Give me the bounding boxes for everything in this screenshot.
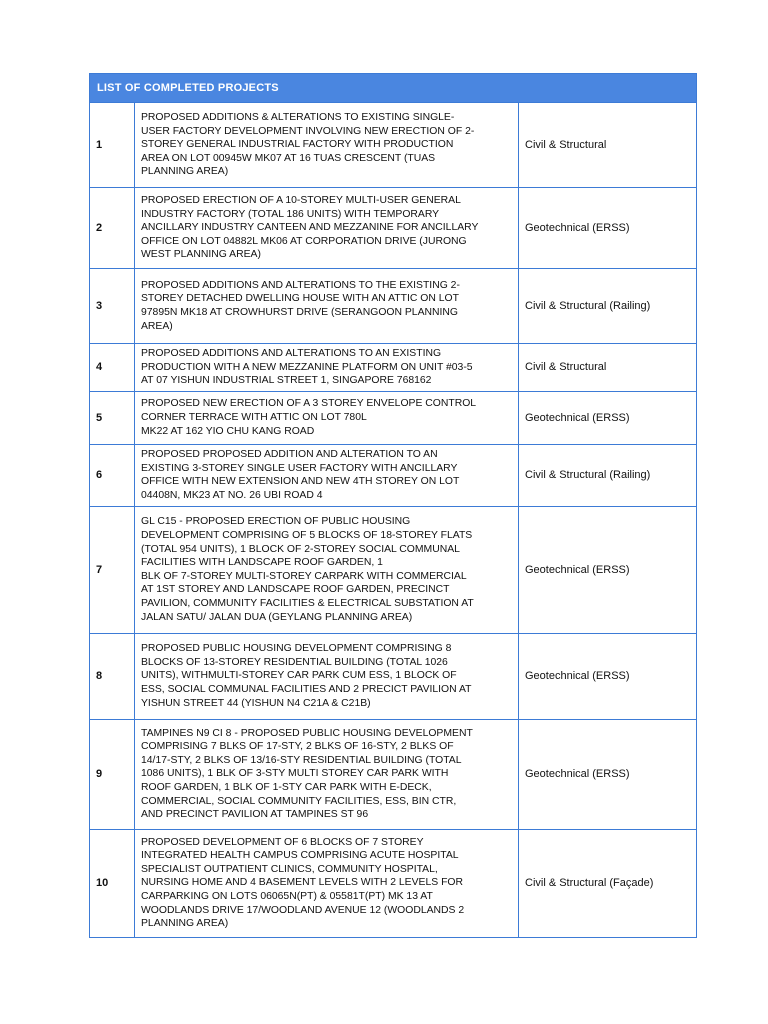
project-category: Geotechnical (ERSS) <box>519 391 697 444</box>
project-description: PROPOSED ADDITIONS & ALTERATIONS TO EXISTING SINGLE- USER FACTORY DEVELOPMENT INVOLVING NEW ERECTION OF 2- STOREY GENERAL INDUSTRIAL FACTORY WITH PRODUCTION AREA ON LOT 00945W MK07 AT 16 TUAS CRESCENT (TUAS PLANNING AREA) <box>135 103 519 188</box>
project-number: 9 <box>90 719 135 829</box>
completed-projects-table <box>89 73 697 938</box>
project-description: PROPOSED ERECTION OF A 10-STOREY MULTI-USER GENERAL INDUSTRY FACTORY (TOTAL 186 UNITS) WITH TEMPORARY ANCILLARY INDUSTRY CANTEEN AND MEZZANINE FOR ANCILLARY OFFICE ON LOT 04882L MK06 AT CORPORATION DRIVE (JURONG WEST PLANNING AREA) <box>135 188 519 269</box>
table-row <box>90 391 697 444</box>
project-category: Geotechnical (ERSS) <box>519 506 697 633</box>
project-number: 3 <box>90 269 135 344</box>
table-row <box>90 444 697 506</box>
project-category: Civil & Structural <box>519 344 697 392</box>
project-description: TAMPINES N9 CI 8 - PROPOSED PUBLIC HOUSING DEVELOPMENT COMPRISING 7 BLKS OF 17-STY, 2 BLKS OF 16-STY, 2 BLKS OF 14/17-STY, 2 BLKS OF 13/16-STY RESIDENTIAL BUILDING (TOTAL 1086 UNITS), 1 BLK OF 3-STY MULTI STOREY CAR PARK WITH ROOF GARDEN, 1 BLK OF 1-STY CAR PARK WITH E-DECK, COMMERCIAL, SOCIAL COMMUNITY FACILITIES, ESS, BIN CTR, AND PRECINCT PAVILION AT TAMPINES ST 96 <box>135 719 519 829</box>
table-row <box>90 633 697 719</box>
project-description: PROPOSED PROPOSED ADDITION AND ALTERATION TO AN EXISTING 3-STOREY SINGLE USER FACTORY WITH ANCILLARY OFFICE WITH NEW EXTENSION AND NEW 4TH STOREY ON LOT 04408N, MK23 AT NO. 26 UBI ROAD 4 <box>135 444 519 506</box>
project-number: 1 <box>90 103 135 188</box>
table-row <box>90 829 697 937</box>
project-number: 2 <box>90 188 135 269</box>
project-category: Geotechnical (ERSS) <box>519 188 697 269</box>
project-description: PROPOSED NEW ERECTION OF A 3 STOREY ENVELOPE CONTROL CORNER TERRACE WITH ATTIC ON LOT 780L MK22 AT 162 YIO CHU KANG ROAD <box>135 391 519 444</box>
project-category: Geotechnical (ERSS) <box>519 633 697 719</box>
project-category: Civil & Structural (Railing) <box>519 444 697 506</box>
project-number: 10 <box>90 829 135 937</box>
table-row <box>90 506 697 633</box>
table-header-row <box>90 74 697 103</box>
project-category: Civil & Structural (Railing) <box>519 269 697 344</box>
project-category: Geotechnical (ERSS) <box>519 719 697 829</box>
project-number: 7 <box>90 506 135 633</box>
project-category: Civil & Structural <box>519 103 697 188</box>
project-number: 8 <box>90 633 135 719</box>
project-description: GL C15 - PROPOSED ERECTION OF PUBLIC HOUSING DEVELOPMENT COMPRISING OF 5 BLOCKS OF 18-STOREY FLATS (TOTAL 954 UNITS), 1 BLOCK OF 2-STOREY SOCIAL COMMUNAL FACILITIES WITH LANDSCAPE ROOF GARDEN, 1 BLK OF 7-STOREY MULTI-STOREY CARPARK WITH COMMERCIAL AT 1ST STOREY AND LANDSCAPE ROOF GARDEN, PRECINCT PAVILION, COMMUNITY FACILITIES & ELECTRICAL SUBSTATION AT JALAN SATU/ JALAN DUA (GEYLANG PLANNING AREA) <box>135 506 519 633</box>
table-body <box>90 103 697 938</box>
table-row <box>90 269 697 344</box>
project-number: 6 <box>90 444 135 506</box>
table-title: LIST OF COMPLETED PROJECTS <box>90 74 697 103</box>
project-number: 5 <box>90 391 135 444</box>
project-description: PROPOSED ADDITIONS AND ALTERATIONS TO THE EXISTING 2- STOREY DETACHED DWELLING HOUSE WITH AN ATTIC ON LOT 97895N MK18 AT CROWHURST DRIVE (SERANGOON PLANNING AREA) <box>135 269 519 344</box>
project-description: PROPOSED PUBLIC HOUSING DEVELOPMENT COMPRISING 8 BLOCKS OF 13-STOREY RESIDENTIAL BUILDING (TOTAL 1026 UNITS), WITHMULTI-STOREY CAR PARK CUM ESS, 1 BLOCK OF ESS, SOCIAL COMMUNAL FACILITIES AND 2 PRECICT PAVILION AT YISHUN STREET 44 (YISHUN N4 C21A & C21B) <box>135 633 519 719</box>
project-description: PROPOSED DEVELOPMENT OF 6 BLOCKS OF 7 STOREY INTEGRATED HEALTH CAMPUS COMPRISING ACUTE HOSPITAL SPECIALIST OUTPATIENT CLINICS, COMMUNITY HOSPITAL, NURSING HOME AND 4 BASEMENT LEVELS WITH 2 LEVELS FOR CARPARKING ON LOTS 06065N(PT) & 05581T(PT) MK 13 AT WOODLANDS DRIVE 17/WOODLAND AVENUE 12 (WOODLANDS 2 PLANNING AREA) <box>135 829 519 937</box>
table-row <box>90 719 697 829</box>
project-number: 4 <box>90 344 135 392</box>
table-row <box>90 344 697 392</box>
table-row <box>90 188 697 269</box>
project-category: Civil & Structural (Façade) <box>519 829 697 937</box>
table-row <box>90 103 697 188</box>
project-description: PROPOSED ADDITIONS AND ALTERATIONS TO AN EXISTING PRODUCTION WITH A NEW MEZZANINE PLATFORM ON UNIT #03-5 AT 07 YISHUN INDUSTRIAL STREET 1, SINGAPORE 768162 <box>135 344 519 392</box>
